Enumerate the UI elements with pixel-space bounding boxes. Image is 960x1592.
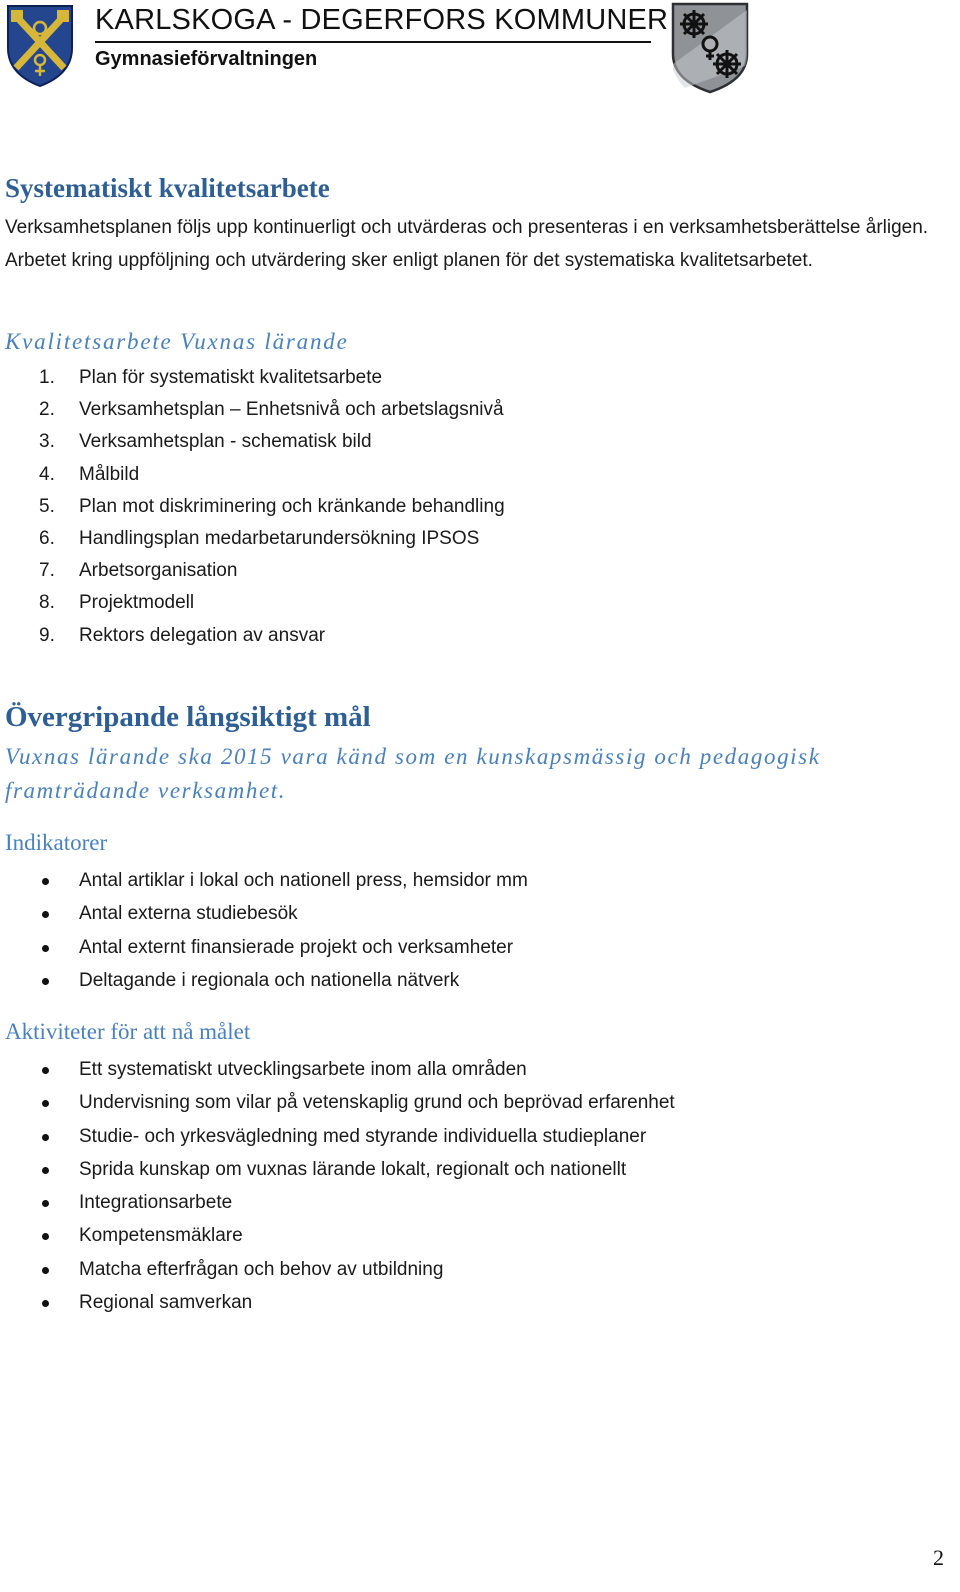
list-item-text: Arbetsorganisation [79,560,238,582]
activities-heading: Aktiviteter för att nå målet [5,1019,251,1044]
organization-title: KARLSKOGA - DEGERFORS KOMMUNER [95,4,669,36]
list-item-text: Plan för systematiskt kvalitetsarbete [79,367,383,388]
letterhead [0,0,960,100]
bullet-icon [42,1067,49,1074]
list-item-number: 1. [39,367,55,388]
subheading-quality-work-adult-learning: Kvalitetsarbete Vuxnas lärande [5,329,349,354]
bullet-text: Antal externt finansierade projekt och verksamheter [79,936,514,958]
section-heading-long-term-goal: Övergripande långsiktigt mål [5,701,371,733]
list-item-number: 6. [39,527,55,549]
bullet-icon [42,1134,49,1141]
bullet-text: Deltagande i regionala och nationella nätverk [79,969,460,991]
bullet-text: Ett systematiskt utvecklingsarbete inom alla områden [79,1059,527,1080]
bullet-icon [42,1233,49,1240]
bullet-text: Antal artiklar i lokal och nationell press, hemsidor mm [79,870,528,891]
bullet-text: Matcha efterfrågan och behov av utbildning [79,1258,444,1280]
degerfors-crest-icon [669,0,751,94]
list-item-text: Verksamhetsplan – Enhetsnivå och arbetslagsnivå [79,399,504,421]
list-item-text: Projektmodell [79,592,195,614]
bullet-icon [42,1167,49,1174]
page-number: 2 [933,1545,944,1570]
bullet-text: Undervisning som vilar på vetenskaplig grund och beprövad erfarenhet [79,1092,675,1114]
bullet-text: Studie- och yrkesvägledning med styrande individuella studieplaner [79,1125,647,1147]
list-item-number: 3. [39,431,55,453]
indicators-heading: Indikatorer [5,830,108,855]
section-heading-quality-work: Systematiskt kvalitetsarbete [5,173,330,203]
karlskoga-crest-icon [4,2,76,88]
list-item-text: Verksamhetsplan - schematisk bild [79,431,372,453]
bullet-icon [42,911,49,918]
bullet-text: Integrationsarbete [79,1192,233,1214]
organization-subtitle: Gymnasieförvaltningen [95,48,318,70]
title-rule [95,41,651,43]
bullet-icon [42,945,49,952]
bullet-icon [42,1267,49,1274]
list-item-number: 4. [39,463,55,485]
list-item-number: 7. [39,560,55,582]
bullet-text: Antal externa studiebesök [79,903,298,925]
list-item-number: 2. [39,399,55,421]
bullet-icon [42,878,49,885]
bullet-text: Regional samverkan [79,1292,253,1314]
bullet-icon [42,1100,49,1107]
list-item-text: Rektors delegation av ansvar [79,624,326,646]
bullet-text: Kompetensmäklare [79,1225,243,1247]
bullet-icon [42,1200,49,1207]
goal-statement: Vuxnas lärande ska 2015 vara känd som en kunskapsmässig och pedagogisk framträdande verksamhet. [5,744,821,803]
bullet-text: Sprida kunskap om vuxnas lärande lokalt, regionalt och nationellt [79,1158,627,1180]
list-item-text: Plan mot diskriminering och kränkande behandling [79,495,505,517]
bullet-icon [42,1300,49,1307]
list-item-text: Handlingsplan medarbetarundersökning IPSOS [79,527,480,549]
intro-paragraph: Verksamhetsplanen följs upp kontinuerligt och utvärderas och presenteras i en verksamhetsberättelse årligen. Arbetet kring uppföljning och utvärdering sker enligt planen för det systematiska kvalitetsarbetet. [5,217,929,271]
bullet-icon [42,978,49,985]
list-item-number: 5. [39,495,55,517]
list-item-number: 9. [39,624,55,646]
list-item-number: 8. [39,592,55,614]
list-item-text: Målbild [79,463,140,485]
